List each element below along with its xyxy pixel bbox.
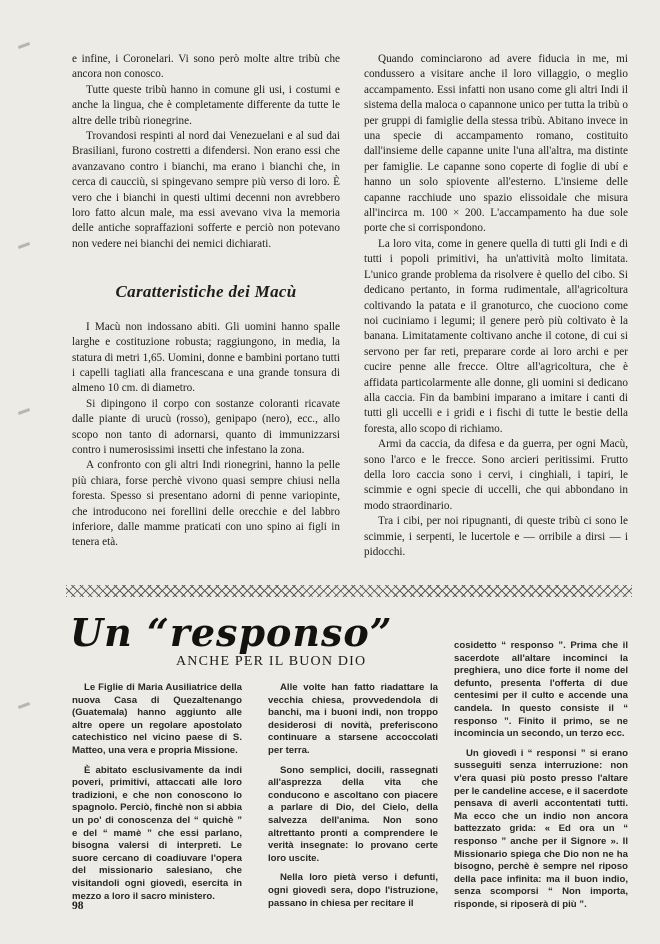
paragraph: È abitato esclusivamente da indi poveri, primitivi, attaccati alle loro tradizioni, e che non conoscono lo spagnolo. Perciò, finchè non si abbia un po' di conoscenza del “ quichè ” e del “ mamè ” che essi parlano, bisogna valersi di interpreti. Le suore cercano di coadiuvare l'opera del missionario salesiano, che visitandoli ogni giovedì, esercita in mezzo a loro il sacro ministero. xyxy=(72,764,242,902)
paragraph: Quando cominciarono ad avere fiducia in me, mi condussero a visitare anche il loro villaggio, o meglio accampamento. Essi infatti non usano come gli altri Indi il sistema della maloca o capannone unico per tutta la tribù o per gruppi di famiglie della stessa tribù. Abitano invece in una specie di accampamento romano, costituito dall'insieme delle capanne unite l'una all'altra, ma distinte per famiglie. Le capanne sono coperte di foglie di ubí e hanno un solo spiovente all'esterno. L'insieme delle capanne racchiude uno spazio elissoidale che misura all'incirca m. 100 × 200. L'accampamento ha due sole porte che si corrispondono. xyxy=(364,53,628,235)
paragraph: Armi da caccia, da difesa e da guerra, per ogni Macù, sono l'arco e le frecce. Sono arcieri peritissimi. Frutto della loro caccia sono i cervi, i cinghiali, i tapiri, le scimmie e ogni specie di uccelli, che qui abbondano in modo straordinario. xyxy=(364,438,628,512)
page-edge-mark xyxy=(18,702,30,709)
paragraph: Nella loro pietà verso i defunti, ogni giovedì sera, dopo l'istruzione, passano in chiesa per recitare il xyxy=(268,872,438,909)
paragraph: Le Figlie di Maria Ausiliatrice della nuova Casa di Quezaltenango (Guatemala) hanno aggiunto alle altre opere un regolare apostolato catechistico nel vicino paese di S. Matteo, una vera e propria Missione. xyxy=(72,682,242,756)
paragraph: Tutte queste tribù hanno in comune gli usi, i costumi e anche la lingua, che è completamente differente da tutte le altre delle tribù rionegrine. xyxy=(72,83,340,127)
paragraph: Si dipingono il corpo con sostanze coloranti ricavate dalle piante di urucù (rosso), genipapo (nero), ecc., allo scopo non tanto di adornarsi, quanto di immunizzarsi contro i numerosissimi insetti che infestano la zona. xyxy=(72,397,340,456)
feature-column-1 xyxy=(72,682,242,910)
paragraph: A confronto con gli altri Indi rionegrini, hanno la pelle più chiara, forse perchè vivono quasi sempre chiusi nella foresta. Spesso si presentano adorni di penne variopinte, che introducono nei forellini delle orecchie e del labbro inferiore, dalle mamme praticati con uno spino ai figli in tenera età. xyxy=(72,459,340,549)
paragraph: Trovandosi respinti al nord dai Venezuelani e al sud dai Brasiliani, furono costretti a difendersi. Non erano essi che avanzavano contro i bianchi, ma erano i bianchi che, in cerca di caucciù, si spingevano sempre più verso di loro. È vero che i bianchi in questi ultimi decenni non avrebbero loro fatto alcun male, ma essi avevano viva la memoria delle antiche sopraffazioni sofferte e perciò non potevano non vedere nei bianchi dei nemici dichiarati. xyxy=(72,130,340,250)
paragraph: Sono semplici, docili, rassegnati all'asprezza della vita che conducono e ascoltano con piacere a parlare di Dio, del Cielo, della salvezza dell'anima. Non sono altrettanto pronti a comprendere le verità insegnate: lo provano certe loro uscite. xyxy=(268,764,438,864)
paragraph: Tra i cibi, per noi ripugnanti, di queste tribù ci sono le scimmie, i serpenti, le lucertole e — orribile a dirsi — i pidocchi. xyxy=(364,515,628,558)
section-heading: Caratteristiche dei Macù xyxy=(115,282,297,302)
page-edge-mark xyxy=(18,408,30,415)
paragraph: La loro vita, come in genere quella di tutti gli Indi e di tutti i popoli primitivi, ha un'attività molto limitata. L'unico grande problema da risolvere è quello del cibo. Si dedicano pertanto, in forma rudimentale, all'agricoltura coltivando la patata e il granoturco, che cuociono come noi cuciniamo i legumi; il genere però più coltivato è la banana. Limitatamente coltivano anche il cotone, di cui si servono per far reti, preparare corde ai loro archi e per cucire penne alle frecce. Oltre all'agricoltura, che è affidata particolarmente alle donne, gli uomini si dedicano alla caccia. Fin da bambini imparano a imitare i canti di tutti gli uccelli e i gridi e i fischi di tutte le bestie della foresta, allo scopo di richiamo. xyxy=(364,237,628,435)
paragraph: e infine, i Coronelari. Vi sono però molte altre tribù che ancora non conosco. xyxy=(72,53,340,81)
paragraph: I Macù non indossano abiti. Gli uomini hanno spalle larghe e costituzione robusta; raggiungono, in media, la statura di metri 1,65. Uomini, donne e bambini portano tutti i capelli tagliati alla francescana e una grande tonsura di almeno 10 cm. di diametro. xyxy=(72,320,340,395)
article-right-column xyxy=(364,52,628,560)
page-edge-mark xyxy=(18,242,30,249)
feature-column-2 xyxy=(268,682,438,917)
page-edge-mark xyxy=(18,42,30,49)
page-number: 98 xyxy=(72,900,84,912)
paragraph: Un giovedì i “ responsi ” si erano susseguiti senza interruzione: non v'era quasi più posto presso l'altare per le candeline accese, e il sacerdote pensava di averli accontentati tutti. Ma ecco che un indio non ancora battezzato grida: « Ed ora un “ responso ” anche per il Signore ». Il Missionario spiega che Dio non ne ha bisogno, perchè è sempre nel riposo della pace infinita: ma il buon indio, senza scomporsi “ Non importa, risponde, si riposerà di più ”. xyxy=(454,747,628,910)
article-left-column xyxy=(72,52,340,551)
decorative-divider xyxy=(66,585,632,597)
feature-column-3 xyxy=(454,640,628,918)
paragraph: cosidetto “ responso ”. Prima che il sacerdote all'altare incominci la preghiera, uno dice forte il nome del defunto, presenta l'offerta di due centesimi per il culto e accende una candela. In questo consiste il “ responso ”. Finito il primo, se ne incomincia un secondo, un terzo ecc. xyxy=(454,640,628,740)
feature-subtitle: ANCHE PER IL BUON DIO xyxy=(176,654,367,669)
feature-title: Un “responso” xyxy=(70,610,393,655)
paragraph: Alle volte han fatto riadattare la vecchia chiesa, provvedendola di banchi, ma i buoni indi, non troppo desiderosi di novità, preferiscono continuare a starsene accoccolati per terra. xyxy=(268,682,438,756)
